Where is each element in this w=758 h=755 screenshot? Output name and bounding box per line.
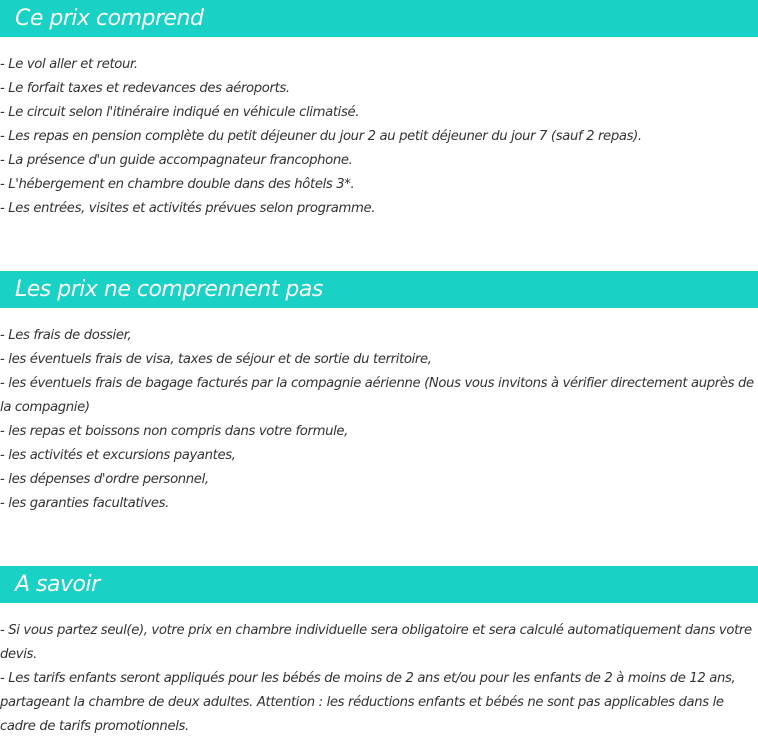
section-body [0,603,758,739]
list-item: - Le vol aller et retour. [0,57,138,72]
list-item: - Le circuit selon l'itinéraire indiqué en véhicule climatisé. [0,105,360,120]
list-item: - les garanties facultatives. [0,496,170,511]
list-item: - les dépenses d'ordre personnel, [0,472,209,487]
list-item: - Si vous partez seul(e), votre prix en chambre individuelle sera obligatoire et sera calculé automatiquement dans votre devis. [0,623,752,662]
list-item: - L'hébergement en chambre double dans des hôtels 3*. [0,177,355,192]
section-price-includes [0,0,758,221]
list-item: - les éventuels frais de bagage facturés par la compagnie aérienne (Nous vous invitons à vérifier directement auprès de la compagnie) [0,376,754,415]
section-title: Les prix ne comprennent pas [15,277,323,302]
list-item: - La présence d'un guide accompagnateur francophone. [0,153,353,168]
list-item: - Les frais de dossier, [0,328,132,343]
section-title: A savoir [15,572,100,597]
section-price-excludes [0,271,758,516]
list-item: - les repas et boissons non compris dans votre formule, [0,424,349,439]
list-item: - Les tarifs enfants seront appliqués pour les bébés de moins de 2 ans et/ou pour les enfants de 2 à moins de 12 ans, partageant la chambre de deux adultes. Attention : les réductions enfants et bébés ne sont pas applicables dans le cadre de tarifs promotionnels. [0,671,736,734]
section-header-good-to-know [0,566,758,603]
list-item: - Le forfait taxes et redevances des aéroports. [0,81,290,96]
section-title: Ce prix comprend [15,6,204,31]
section-good-to-know [0,566,758,739]
list-item: - Les entrées, visites et activités prévues selon programme. [0,201,376,216]
list-item: - les activités et excursions payantes, [0,448,236,463]
section-header-price-excludes [0,271,758,308]
list-item: - les éventuels frais de visa, taxes de séjour et de sortie du territoire, [0,352,432,367]
list-item: - Les repas en pension complète du petit déjeuner du jour 2 au petit déjeuner du jour 7 (sauf 2 repas). [0,129,642,144]
section-body [0,37,758,221]
section-body [0,308,758,516]
section-header-price-includes [0,0,758,37]
